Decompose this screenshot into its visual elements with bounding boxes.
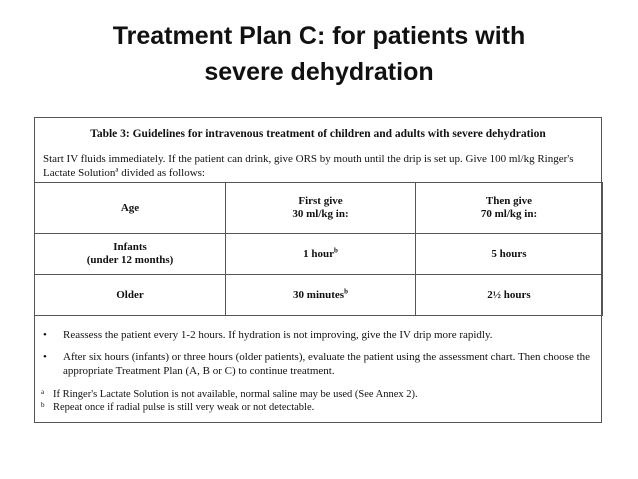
header-then-give [416, 183, 603, 234]
age-infants-line-1: Infants [113, 241, 147, 253]
guidelines-table-box [34, 117, 602, 423]
slide-title-line-1: Treatment Plan C: for patients with [112, 22, 526, 50]
table-caption: Table 3: Guidelines for intravenous treatment of children and adults with severe dehydration [90, 128, 546, 140]
header-then-line-2: 70 ml/kg in: [480, 208, 538, 220]
table-header-row [35, 183, 603, 234]
list-item [35, 350, 601, 378]
footnote-a: a If Ringer's Lactate Solution is not available, normal saline may be used (See Annex 2). [41, 388, 418, 400]
list-item [35, 328, 601, 342]
table-row [35, 275, 603, 316]
bullet-text: Reassess the patient every 1-2 hours. If hydration is not improving, give the IV drip more rapidly. [63, 329, 493, 341]
cell-age-older: Older [35, 275, 226, 316]
footnote-text: Repeat once if radial pulse is still very weak or not detectable. [53, 402, 315, 413]
bullet-icon: • [43, 351, 47, 363]
table-intro [43, 152, 595, 180]
slide-title [60, 18, 578, 90]
footnote-mark: b [344, 286, 348, 295]
footnote-b: b Repeat once if radial pulse is still very weak or not detectable. [41, 401, 315, 413]
bullet-text: After six hours (infants) or three hours (older patients), evaluate the patient using the assessment chart. Then choose the appropriate Treatment Plan (A, B or C) to continue treatment. [63, 351, 591, 377]
table-row [35, 234, 603, 275]
intro-text-part-1: Start IV fluids immediately. If the patient can drink, give ORS by mouth until the drip is set up. Give 100 ml/kg Ringer's Lactate Solution [43, 153, 574, 179]
cell-first-infants: 1 hour$^b$ [226, 234, 416, 275]
intro-footnote-mark: a [115, 165, 119, 174]
bullet-icon: • [43, 329, 47, 341]
cell-first-older: 30 minutes$^b$ [226, 275, 416, 316]
header-first-line-2: 30 ml/kg in: [292, 208, 349, 220]
cell-then-older: 2½ hours [416, 275, 603, 316]
footnote-text: If Ringer's Lactate Solution is not available, normal saline may be used (See Annex 2). [53, 389, 418, 400]
header-first-give [226, 183, 416, 234]
header-then-line-1: Then give [485, 195, 533, 207]
age-infants-line-2: (under 12 months) [86, 254, 174, 266]
cell-then-infants: 5 hours [416, 234, 603, 275]
intro-text-part-2: divided as follows: [118, 167, 205, 179]
header-age: Age [35, 183, 226, 234]
footnote-mark: b [333, 245, 338, 254]
dosage-table [34, 182, 603, 316]
bullet-list [35, 328, 601, 386]
footnotes [41, 388, 597, 414]
cell-age-infants [35, 234, 226, 275]
header-first-line-1: First give [298, 195, 343, 207]
slide-title-line-2: severe dehydration [204, 58, 434, 86]
